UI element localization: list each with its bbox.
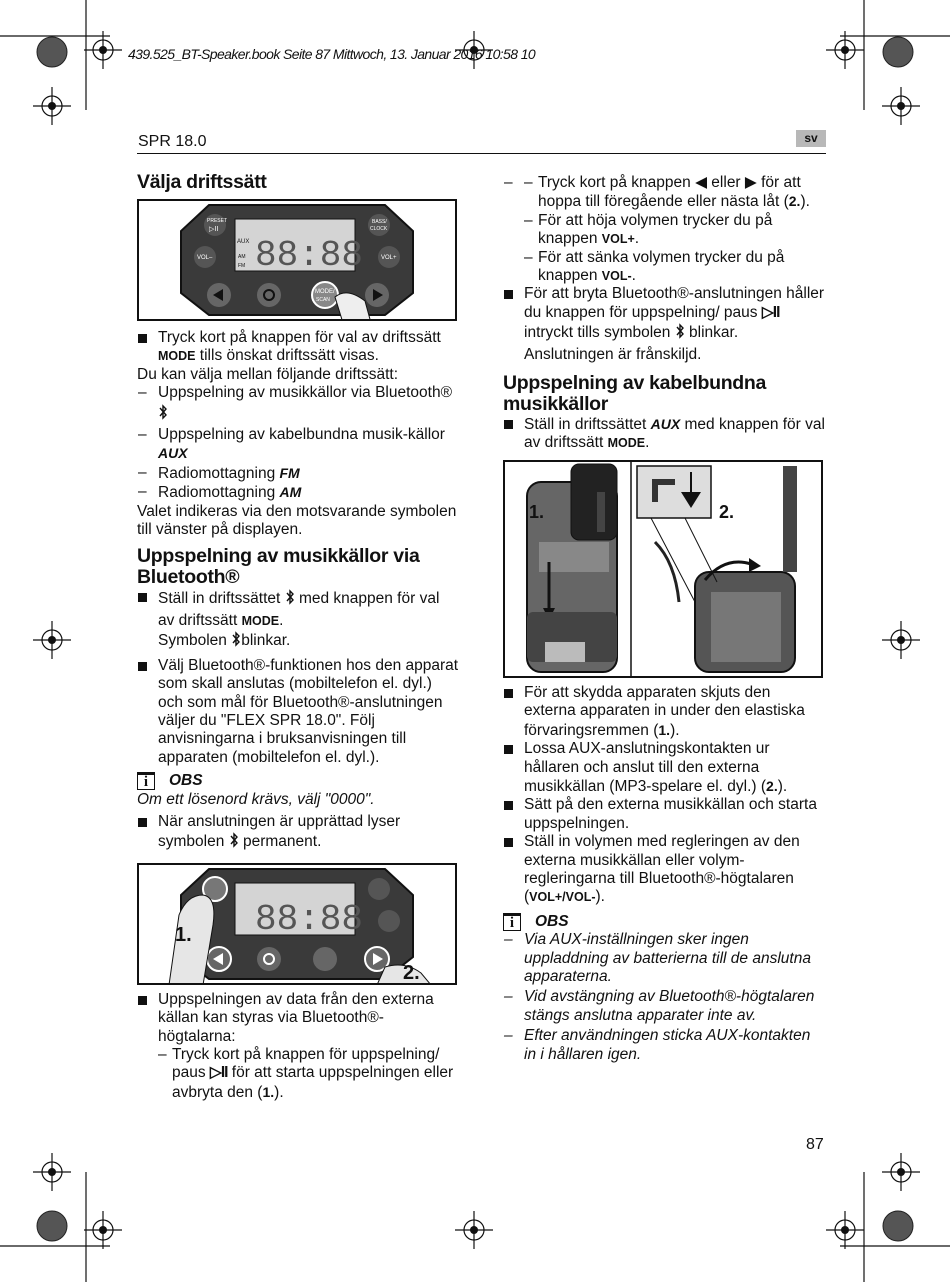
playback-control-illustration bbox=[139, 865, 455, 983]
control-panel-illustration bbox=[139, 201, 455, 319]
volume-up-instruction: – För att höja volymen trycker du på knappen VOL+. bbox=[503, 212, 825, 249]
playback-figure bbox=[137, 863, 457, 985]
disconnect-instruction: För att bryta Bluetooth®-anslutningen håller du knappen för uppspelning/ paus ▷II intryckt tills symbolen blinkar. Anslutningen är frånskiljd. bbox=[503, 285, 825, 364]
lcd-am-label: AM bbox=[238, 254, 246, 260]
preset-label: PRESET bbox=[207, 218, 228, 224]
vol-plus-label: VOL+ bbox=[381, 255, 397, 261]
aux-note-1: – Via AUX-inställningen sker ingen uppladdning av batterierna till de anslutna apparaterna. bbox=[503, 931, 825, 986]
bluetooth-icon bbox=[231, 630, 241, 653]
skip-instruction: – – Tryck kort på knappen ◀ eller ▶ för att hoppa till föregående eller nästa låt (2.). bbox=[503, 174, 825, 212]
mode-intro: Du kan välja mellan följande driftssätt: bbox=[137, 365, 399, 383]
figure-label-1: 1. bbox=[529, 501, 545, 522]
bluetooth-icon bbox=[285, 588, 295, 611]
lcd-digits: 88:88 bbox=[255, 235, 364, 276]
preset-symbol: ▷II bbox=[209, 226, 219, 233]
aux-note-3: – Efter användningen sticka AUX-kontakten in i hållaren igen. bbox=[503, 1027, 825, 1064]
section-heading-bluetooth: Uppspelning av musikkällor via Bluetooth® bbox=[137, 545, 420, 589]
bt-step-4: Uppspelningen av data från den externa källan kan styras via Bluetooth®-högtalarna: bbox=[137, 991, 459, 1046]
bluetooth-icon bbox=[675, 322, 685, 345]
bt-step-3: När anslutningen är upprättad lyser symbolen permanent. bbox=[137, 813, 459, 855]
aux-step-2: För att skydda apparaten skjuts den externa apparaten in under den elastiska förvaringsremmen (1.). bbox=[503, 684, 825, 740]
header-rule bbox=[137, 153, 826, 154]
display-figure bbox=[137, 199, 457, 321]
mode-label: MODE/ bbox=[315, 289, 335, 295]
mode-item-fm: – Radiomottagning FM bbox=[137, 464, 459, 483]
bt-step-2: Välj Bluetooth®-funktionen hos den apparat som skall anslutas (mobiltelefon el. dyl.) och som mål för Bluetooth®-anslutningen väljer du "FLEX SPR 18.0". Följ anvisningarna i bruksanvisningen till apparaten (mobiltelefon el. dyl.). bbox=[137, 657, 459, 767]
mode-item-am: – Radiomottagning AM bbox=[137, 483, 459, 502]
figure-label-1: 1. bbox=[175, 923, 192, 946]
note-heading: i OBS bbox=[503, 913, 825, 931]
mode-item-bluetooth: – Uppspelning av musikkällor via Bluetooth® bbox=[137, 384, 459, 426]
note-heading: i OBS bbox=[137, 772, 459, 790]
left-column bbox=[137, 172, 459, 1102]
lcd-fm-label: FM bbox=[238, 263, 246, 269]
aux-step-5: Ställ in volymen med regleringen av den externa musikkällan eller volym-regleringarna till Bluetooth®-högtalaren (VOL+/VOL-). bbox=[503, 833, 825, 907]
mode-indication-text: Valet indikeras via den motsvarande symbolen till vänster på displayen. bbox=[137, 502, 457, 539]
info-icon: i bbox=[503, 913, 521, 931]
print-header: 439.525_BT-Speaker.book Seite 87 Mittwoch, 13. Januar 2016 10:58 10 bbox=[128, 46, 536, 62]
volume-down-instruction: – För att sänka volymen trycker du på knappen VOL-. bbox=[503, 249, 825, 286]
vol-minus-label: VOL– bbox=[197, 255, 213, 261]
language-badge: sv bbox=[796, 130, 826, 147]
aux-note-2: – Vid avstängning av Bluetooth®-högtalaren stängs anslutna apparater inte av. bbox=[503, 988, 825, 1025]
aux-connection-illustration bbox=[505, 462, 821, 676]
svg-text:88:88: 88:88 bbox=[255, 898, 364, 940]
scan-label: SCAN bbox=[316, 297, 330, 303]
note-text: Om ett lösenord krävs, välj "0000". bbox=[137, 790, 375, 808]
figure-label-2: 2. bbox=[403, 961, 420, 983]
clock-label: CLOCK bbox=[370, 226, 388, 232]
info-icon: i bbox=[137, 772, 155, 790]
lcd-aux-label: AUX bbox=[237, 239, 250, 245]
mode-instruction: Tryck kort på knappen för val av driftssätt MODE tills önskat driftssätt visas. bbox=[137, 329, 459, 366]
running-title: SPR 18.0 bbox=[138, 133, 207, 150]
aux-figure bbox=[503, 460, 823, 678]
right-column bbox=[503, 174, 825, 1064]
section-heading-mode: Välja driftssätt bbox=[137, 171, 267, 193]
aux-step-4: Sätt på den externa musikkällan och starta uppspelningen. bbox=[503, 796, 825, 833]
figure-label-2: 2. bbox=[719, 501, 735, 522]
bt-step-1: Ställ in driftssättet med knappen för val av driftssätt MODE. Symbolen blinkar. bbox=[137, 588, 459, 653]
aux-step-1: Ställ in driftssättet AUX med knappen för val av driftssätt MODE. bbox=[503, 415, 825, 453]
aux-step-3: Lossa AUX-anslutningskontakten ur hållaren och anslut till den externa musikkällan (MP3-spelare el. dyl.) (2.). bbox=[503, 740, 825, 796]
mode-item-aux: – Uppspelning av kabelbundna musik-källor AUX bbox=[137, 426, 459, 464]
bluetooth-icon bbox=[158, 403, 168, 426]
bass-label: BASS/ bbox=[372, 219, 387, 225]
section-heading-aux: Uppspelning av kabelbundna musikkällor bbox=[503, 372, 767, 416]
bluetooth-icon bbox=[229, 831, 239, 854]
page-number: 87 bbox=[806, 1136, 824, 1153]
bt-substep-play: – Tryck kort på knappen för uppspelning/ paus ▷II för att starta uppspelningen eller avbryta den (1.). bbox=[137, 1046, 459, 1102]
